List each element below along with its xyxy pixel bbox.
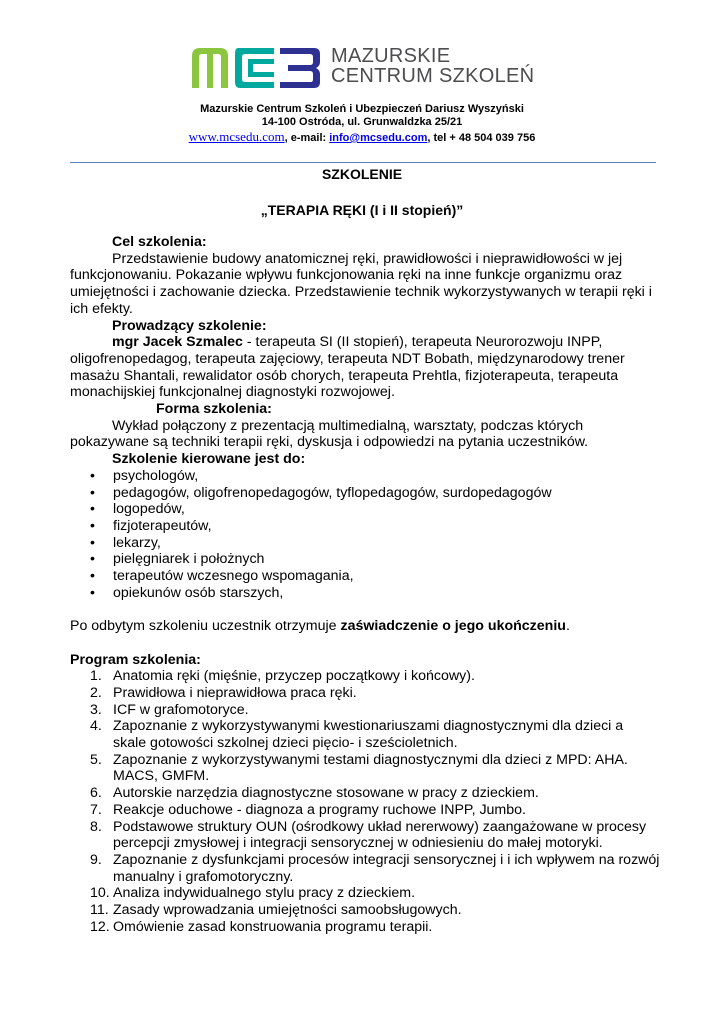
list-item	[70, 702, 660, 719]
item-number: 7.	[90, 801, 102, 818]
program-heading: Program szkolenia:	[70, 651, 201, 668]
list-item	[70, 785, 660, 802]
list-item	[70, 819, 660, 852]
item-number: 11.	[90, 902, 109, 919]
list-item: • lekarzy,	[70, 535, 660, 552]
list-item: • logopedów,	[70, 501, 660, 518]
list-item: • pielęgniarek i położnych	[70, 551, 660, 568]
item-number: 12.	[90, 918, 110, 935]
item-text: Prawidłowa i nieprawidłowa praca ręki.	[113, 684, 357, 701]
logo-name-line1: MAZURSKIE	[331, 45, 451, 67]
list-item	[70, 718, 660, 751]
company-address: 14-100 Ostróda, ul. Grunwaldzka 25/21	[261, 116, 463, 128]
list-item: • fizjoterapeutów,	[70, 518, 660, 535]
list-item	[70, 852, 660, 885]
item-number: 10.	[90, 885, 110, 902]
item-number: 9.	[90, 851, 102, 868]
audience-heading: Szkolenie kierowane jest do:	[112, 451, 306, 468]
website-link[interactable]: www.mcsedu.com	[188, 129, 285, 144]
list-item: • terapeutów wczesnego wspomagania,	[70, 568, 660, 585]
program-list	[70, 668, 660, 935]
email-link[interactable]: info@mcsedu.com	[329, 132, 428, 144]
header-divider	[70, 162, 656, 163]
list-item	[70, 802, 660, 819]
company-name: Mazurskie Centrum Szkoleń i Ubezpieczeń Dariusz Wyszyński	[200, 103, 524, 115]
item-number: 5.	[90, 751, 102, 768]
email-label: , e-mail:	[284, 132, 330, 144]
company-logo	[190, 44, 540, 90]
trainer-qualifications: - terapeuta SI (II stopień), terapeuta Neurorozwoju INPP, oligofrenopedagog, terapeuta zajęciowy, terapeuta NDT Bobath, międzynarodowy trener masażu Shantali, rewalidator osób chorych, terapeuta Prehtla, fizjoterapeuta, terapeuta monachijskiej funkcjonalnej diagnostyki rozwojowej.	[70, 334, 625, 401]
list-item: • opiekunów osób starszych,	[70, 585, 660, 602]
list-item	[70, 902, 660, 919]
item-text: ICF w grafomotoryce.	[113, 701, 249, 718]
mcs-logo-mark-icon	[190, 44, 322, 90]
list-item	[70, 885, 660, 902]
contact-line	[0, 129, 724, 146]
certificate-suffix: .	[565, 618, 570, 635]
form-text: Wykład połączony z prezentacją multimedialną, warsztaty, podczas których pokazywane są techniki terapii ręki, dyskusja i odpowiedzi na pytania uczestników.	[70, 417, 589, 451]
item-text: Reakcje oduchowe - diagnoza a programy ruchowe INPP, Jumbo.	[113, 801, 526, 818]
document-title: SZKOLENIE	[321, 166, 403, 182]
list-item	[70, 668, 660, 685]
item-number: 6.	[90, 785, 102, 802]
goal-heading: Cel szkolenia:	[112, 234, 207, 250]
item-number: 3.	[90, 701, 102, 718]
list-item	[70, 919, 660, 936]
certificate-note	[70, 618, 660, 635]
certificate-bold: zaświadczenie o jego ukończeniu	[340, 618, 566, 635]
item-text: Analiza indywidualnego stylu pracy z dzieckiem.	[113, 885, 416, 902]
goal-text: Przedstawienie budowy anatomicznej ręki, prawidłowości i nieprawidłowości w jej funkcjonowaniu. Pokazanie wpływu funkcjonowania ręki na inne funkcje organizmu oraz umiejętności i zachowanie dziecka. Przedstawienie technik wykorzystywanych w terapii ręki i ich efekty.	[70, 250, 652, 317]
item-text: Zapoznanie z wykorzystywanymi kwestionariuszami diagnostycznymi dla dzieci a skale gotowości szkolnej dzieci pięcio- i sześcioletnich.	[113, 718, 624, 752]
logo-name-line2: CENTRUM SZKOLEŃ	[331, 65, 535, 87]
item-number: 4.	[90, 718, 102, 735]
audience-list	[70, 468, 660, 602]
trainer-heading: Prowadzący szkolenie:	[112, 317, 267, 334]
item-number: 8.	[90, 818, 102, 835]
trainer-description	[70, 334, 660, 401]
list-item: • psychologów,	[70, 468, 660, 485]
item-text: Podstawowe struktury OUN (ośrodkowy układ nererwowy) zaangażowane w procesy percepcji zmysłowej i integracji sensorycznej w odniesieniu do małej motoryki.	[113, 818, 647, 852]
item-text: Autorskie narzędzia diagnostyczne stosowane w pracy z dzieckiem.	[113, 785, 539, 802]
list-item	[70, 752, 660, 785]
item-text: Anatomia ręki (mięśnie, przyczep początkowy i końcowy).	[113, 668, 475, 685]
item-text: Zapoznanie z wykorzystywanymi testami diagnostycznymi dla dzieci z MPD: AHA. MACS, GMFM.	[113, 751, 628, 785]
item-text: Omówienie zasad konstruowania programu terapii.	[113, 918, 433, 935]
list-item: • pedagogów, oligofrenopedagogów, tyflopedagogów, surdopedagogów	[70, 485, 660, 502]
document-subtitle: „TERAPIA RĘKI (I i II stopień)”	[260, 202, 464, 218]
list-item	[70, 685, 660, 702]
phone-number: , tel + 48 504 039 756	[427, 132, 536, 144]
certificate-prefix: Po odbytym szkoleniu uczestnik otrzymuje	[70, 618, 341, 635]
document-body	[70, 234, 660, 936]
form-heading: Forma szkolenia:	[156, 401, 272, 418]
item-text: Zasady wprowadzania umiejętności samoobsługowych.	[113, 902, 462, 919]
item-number: 2.	[90, 684, 102, 701]
item-text: Zapoznanie z dysfunkcjami procesów integracji sensorycznej i i ich wpływem na rozwój manualny i grafomotoryczny.	[113, 851, 660, 885]
trainer-name: mgr Jacek Szmalec	[112, 334, 243, 351]
item-number: 1.	[90, 668, 102, 685]
